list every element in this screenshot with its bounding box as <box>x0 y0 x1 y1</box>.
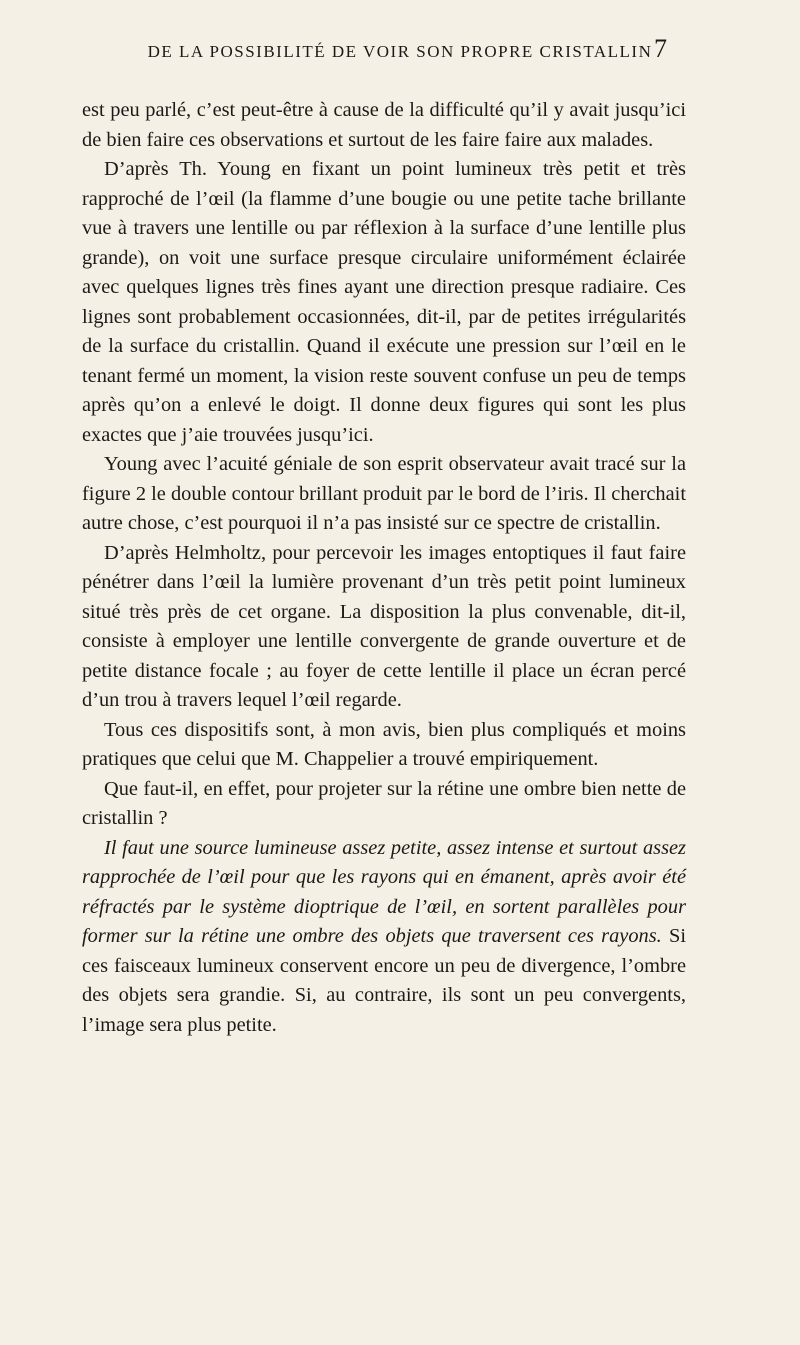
body-text <box>82 96 686 1040</box>
running-head: DE LA POSSIBILITÉ DE VOIR SON PROPRE CRISTALLIN <box>147 42 653 61</box>
page-number: 7 <box>654 34 667 63</box>
paragraph-young-figure: Young avec l’acuité géniale de son esprit observateur avait tracé sur la figure 2 le double contour brillant produit par le bord de l’iris. Il cherchait autre chose, c’est pourquoi il n’a pas insisté sur ce spectre de cristallin. <box>82 453 686 534</box>
paragraph-continuation: est peu parlé, c’est peut-être à cause de la difficulté qu’il y avait jusqu’ici de bien faire ces observations et surtout de les faire faire aux malades. <box>82 99 686 151</box>
answer-roman-text: Si ces faisceaux lumineux conservent encore un peu de divergence, l’ombre des objets sera grandie. Si, au contraire, ils sont un peu convergents, l’image sera plus petite. <box>82 925 686 1036</box>
paragraph-answer <box>82 834 686 1041</box>
paragraph-helmholtz: D’après Helmholtz, pour percevoir les images entoptiques il faut faire pénétrer dans l’œil la lumière provenant d’un très petit point lumineux situé très près de cet organe. La disposition la plus convenable, dit-il, consiste à employer une lentille convergente de grande ouverture et de petite distance focale ; au foyer de cette lentille il place un écran percé d’un trou à travers lequel l’œil regarde. <box>82 541 686 711</box>
paragraph-dispositifs: Tous ces dispositifs sont, à mon avis, bien plus compliqués et moins pratiques que celui que M. Chappelier a trouvé empiriquement. <box>82 718 686 770</box>
paragraph-question: Que faut-il, en effet, pour projeter sur la rétine une ombre bien nette de cristallin ? <box>82 777 686 829</box>
paragraph-young: D’après Th. Young en fixant un point lumineux très petit et très rapproché de l’œil (la flamme d’une bougie ou une petite tache brillante vue à travers une lentille ou par réflexion à la surface d’une lentille plus grande), on voit une surface presque circulaire uniformément éclairée avec quelques lignes très fines ayant une direction presque radiaire. Ces lignes sont probablement occasionnées, dit-il, par de petites irrégularités de la surface du cristallin. Quand il exécute une pression sur l’œil en le tenant fermé un moment, la vision reste souvent confuse un peu de temps après qu’on a enlevé le doigt. Il donne deux figures qui sont les plus exactes que j’aie trouvées jusqu’ici. <box>82 158 686 446</box>
answer-italic-text: Il faut une source lumineuse assez petite, assez intense et surtout assez rapprochée de l’œil pour que les rayons qui en émanent, après avoir été réfractés par le système dioptrique de l’œil, en sortent parallèles pour former sur la rétine une ombre des objets que traversent ces rayons. <box>82 836 686 947</box>
